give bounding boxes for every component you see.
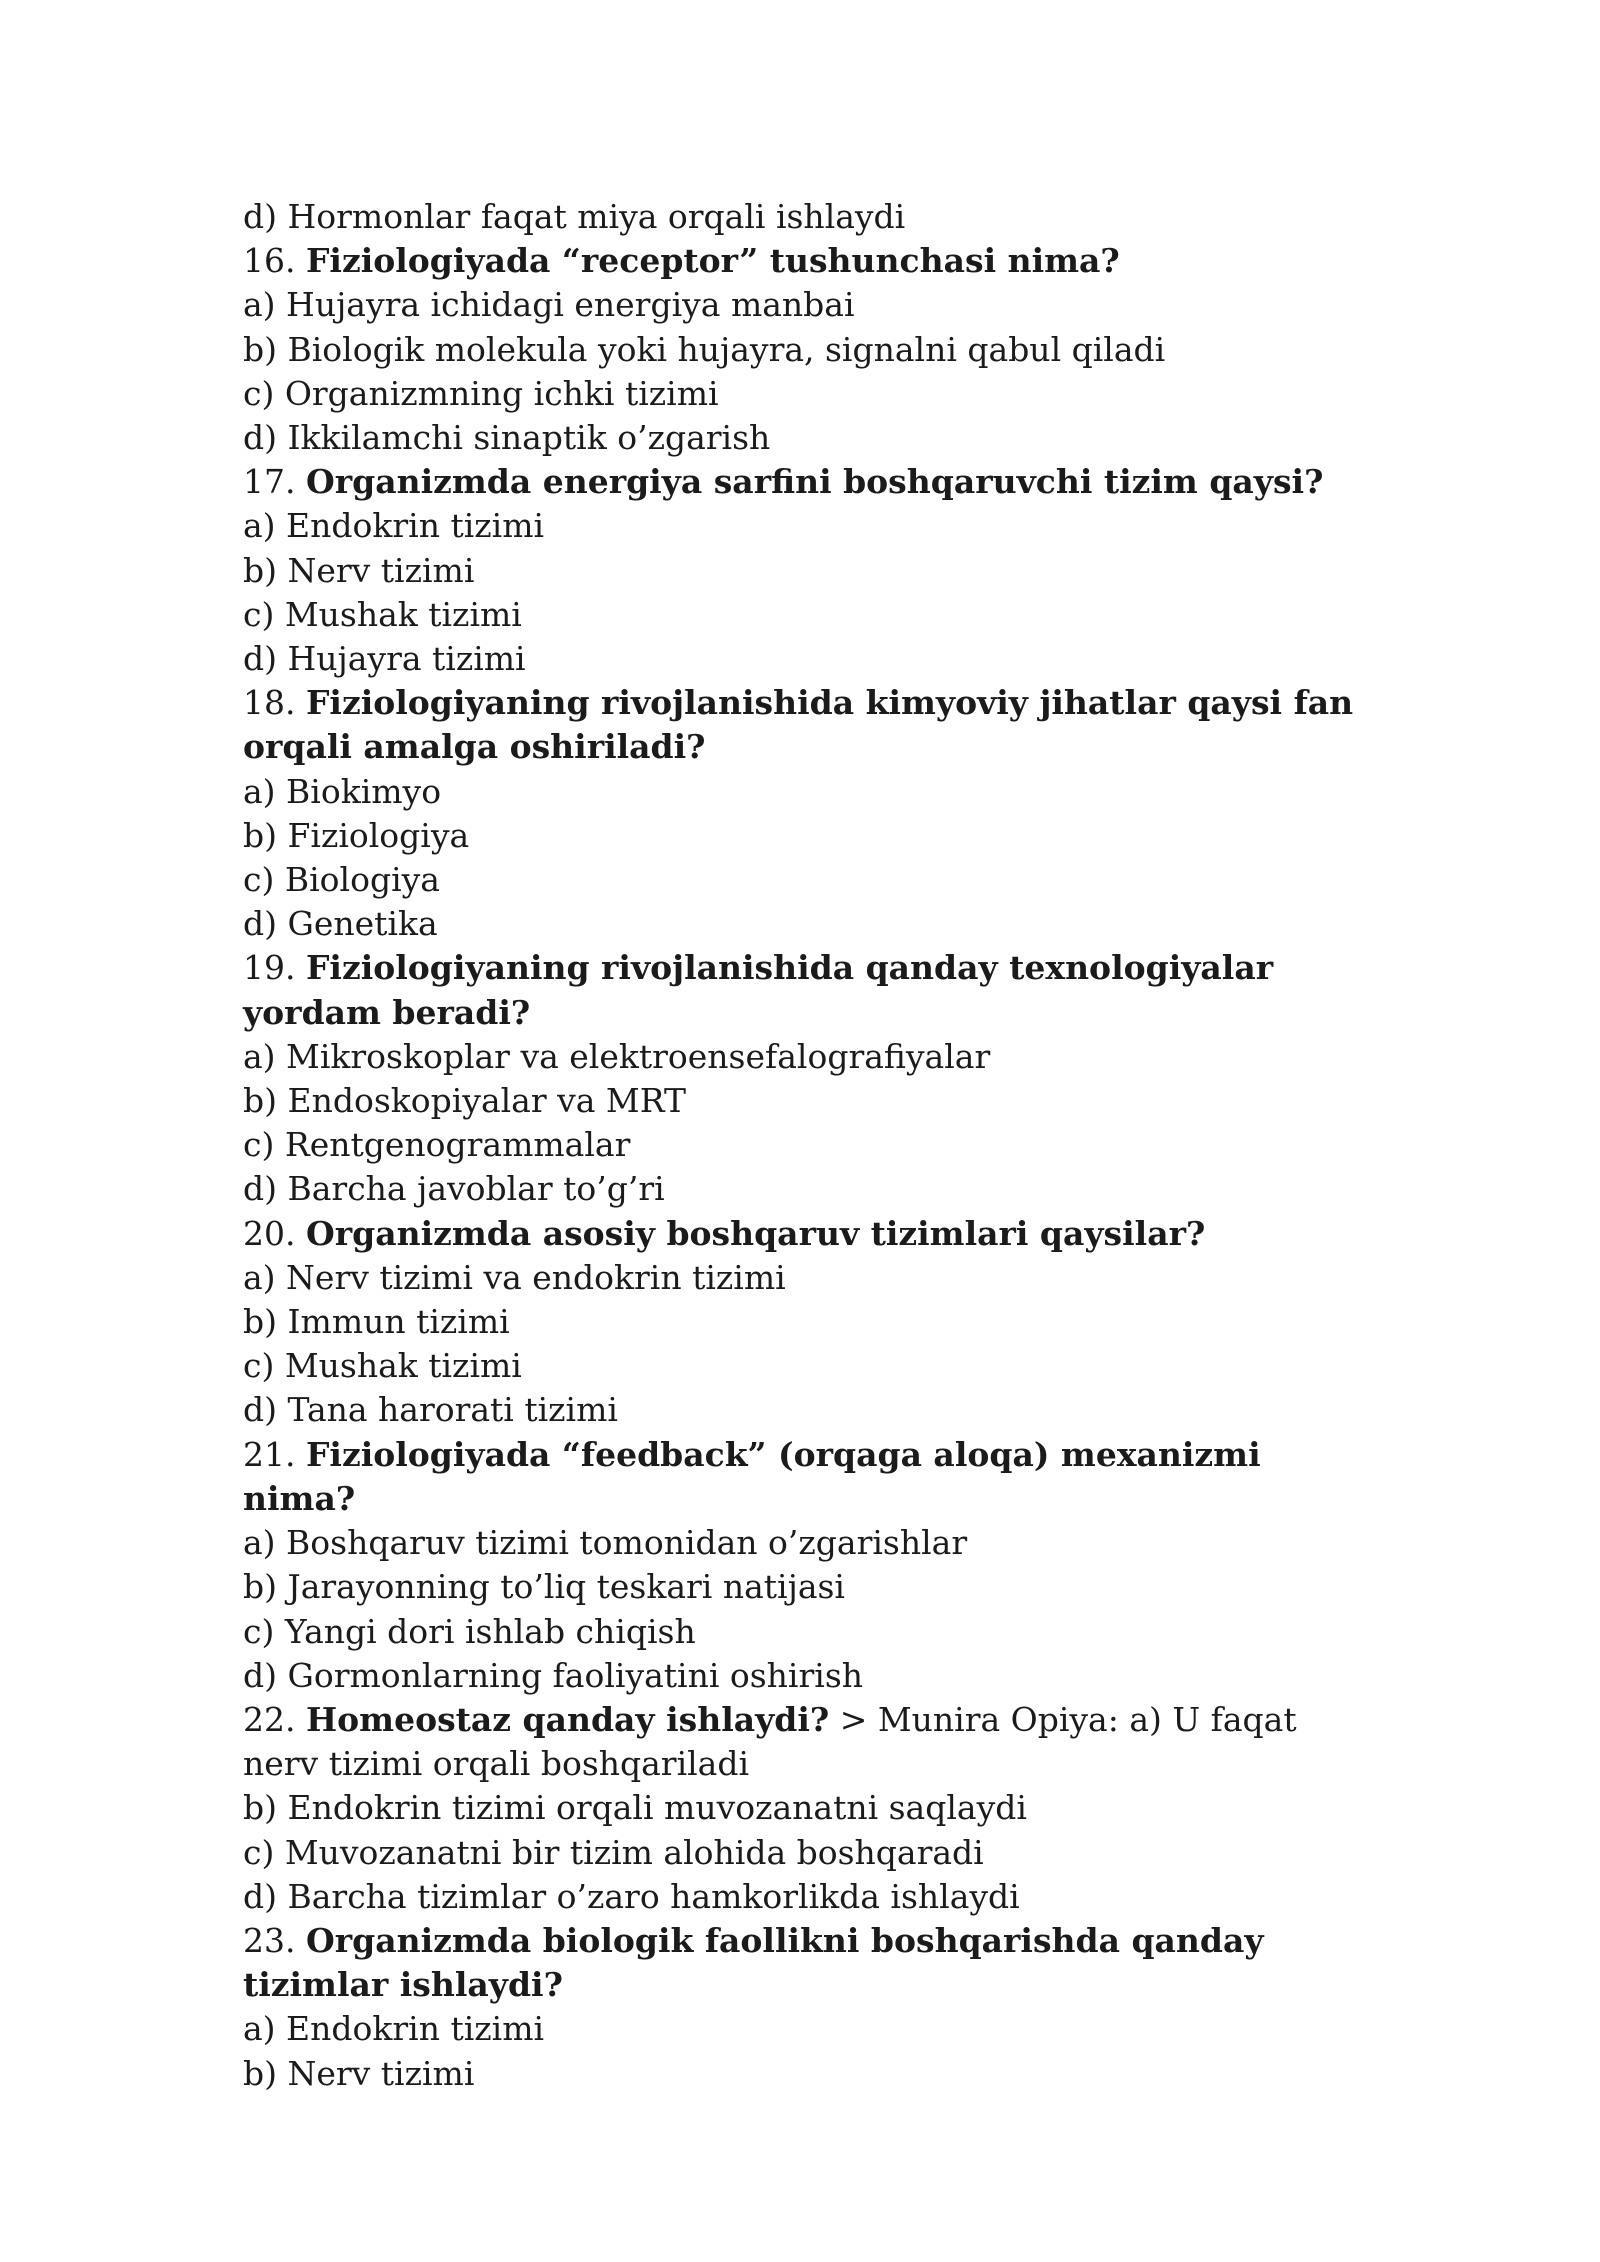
answer-option: d) Gormonlarning faoliyatini oshirish [243,1655,864,1695]
question-block [243,460,1373,681]
question-list [243,239,1373,2096]
question-text: Fiziologiyada “feedback” (orqaga aloqa) mexanizmi nima? [243,1434,1261,1518]
question-block [243,681,1373,946]
question-heading [243,1919,1373,2007]
answer-option: d) Hormonlar faqat miya orqali ishlaydi [243,197,906,236]
question-number: 18. [243,683,296,723]
answer-option: d) Genetika [243,904,438,944]
question-block [243,239,1373,460]
question-text: Organizmda biologik faollikni boshqarishda qanday tizimlar ishlaydi? [243,1920,1264,2005]
answer-option: b) Endokrin tizimi orqali muvozanatni saqlaydi [243,1788,1027,1828]
answer-option: c) Mushak tizimi [243,594,522,634]
question-text: Fiziologiyada “receptor” tushunchasi nima? [305,241,1120,281]
question-heading [243,1212,1373,1256]
answer-option: b) Biologik molekula yoki hujayra, signalni qabul qiladi [243,329,1166,369]
answer-option: d) Barcha tizimlar o’zaro hamkorlikda ishlaydi [243,1876,1020,1916]
question-block [243,1919,1373,2096]
question-block [243,946,1373,1211]
question-text: Homeostaz qanday ishlaydi? [305,1699,830,1739]
question-number: 21. [243,1434,296,1474]
answer-option: b) Nerv tizimi [243,550,475,590]
answer-option: b) Jarayonning to’liq teskari natijasi [243,1567,845,1607]
question-number: 20. [243,1213,296,1253]
answer-option: c) Mushak tizimi [243,1346,522,1386]
answer-option: d) Tana harorati tizimi [243,1390,618,1430]
answer-option: c) Biologiya [243,860,440,900]
question-heading [243,1433,1373,1521]
question-text: Fiziologiyaning rivojlanishida kimyoviy jihatlar qaysi fan orqali amalga oshiriladi? [243,683,1354,767]
question-heading [243,239,1373,283]
answer-option: b) Immun tizimi [243,1302,510,1342]
question-note: > Munira Opiya: a) U faqat nerv tizimi orqali boshqariladi [243,1699,1297,1784]
question-text: Organizmda energiya sarfini boshqaruvchi tizim qaysi? [305,462,1324,502]
answer-option: a) Boshqaruv tizimi tomonidan o’zgarishlar [243,1523,968,1563]
question-number: 16. [243,241,296,281]
answer-option: d) Hujayra tizimi [243,639,526,679]
question-text: Fiziologiyaning rivojlanishida qanday texnologiyalar yordam beradi? [243,948,1274,1032]
answer-option: a) Nerv tizimi va endokrin tizimi [243,1257,786,1297]
answer-option: d) Ikkilamchi sinaptik o’zgarish [243,418,771,458]
answer-option: a) Endokrin tizimi [243,2009,545,2049]
question-number: 19. [243,948,296,988]
answer-option: a) Mikroskoplar va elektroensefalografiyalar [243,1036,991,1076]
answer-option: b) Nerv tizimi [243,2053,475,2093]
question-block [243,1698,1373,1919]
question-block [243,1433,1373,1698]
answer-option: c) Rentgenogrammalar [243,1125,631,1165]
question-number: 17. [243,462,296,502]
question-block [243,1212,1373,1433]
answer-option: a) Endokrin tizimi [243,506,545,546]
question-heading [243,1698,1373,1786]
question-number: 23. [243,1920,296,1960]
answer-option: b) Endoskopiyalar va MRT [243,1081,686,1121]
answer-option: b) Fiziologiya [243,815,470,855]
document-page [243,195,1373,2096]
question-number: 22. [243,1699,296,1739]
answer-option: c) Muvozanatni bir tizim alohida boshqaradi [243,1832,984,1872]
question-heading [243,946,1373,1034]
answer-option: a) Biokimyo [243,771,442,811]
answer-option: c) Organizmning ichki tizimi [243,373,719,413]
question-heading [243,460,1373,504]
answer-option: c) Yangi dori ishlab chiqish [243,1611,696,1651]
answer-option: d) Barcha javoblar to’g’ri [243,1169,665,1209]
question-heading [243,681,1373,769]
question-text: Organizmda asosiy boshqaruv tizimlari qaysilar? [305,1213,1206,1253]
answer-option: a) Hujayra ichidagi energiya manbai [243,285,855,325]
